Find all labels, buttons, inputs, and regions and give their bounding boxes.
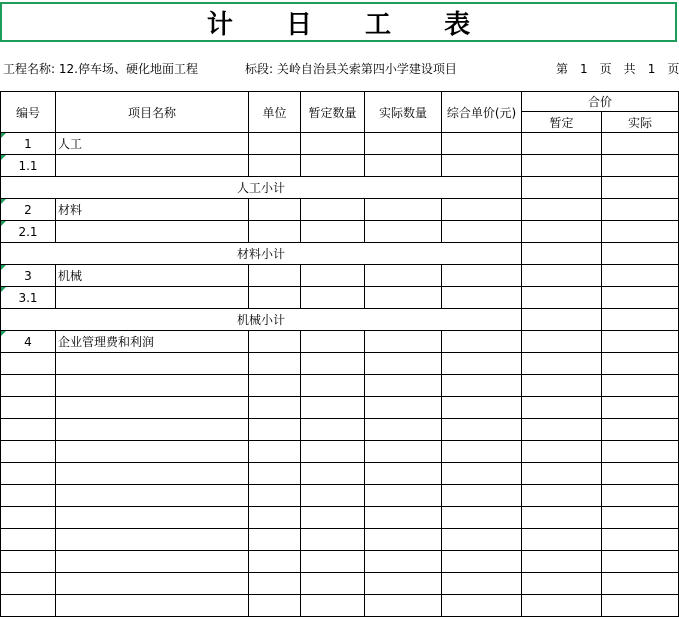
- cell-no: [1, 397, 56, 419]
- cell-unit-price: [442, 507, 522, 529]
- cell-unit: [249, 485, 301, 507]
- cell-unit: [249, 221, 301, 243]
- cell-unit-price: [442, 133, 522, 155]
- cell-total-actual: [602, 485, 679, 507]
- cell-unit: [249, 199, 301, 221]
- cell-no: 1.1: [1, 155, 56, 177]
- cell-unit: [249, 573, 301, 595]
- cell-unit-price: [442, 441, 522, 463]
- cell-actual-qty: [365, 441, 442, 463]
- cell-unit: [249, 155, 301, 177]
- cell-total-actual: [602, 243, 679, 265]
- table-row: [1, 551, 679, 573]
- cell-actual-qty: [365, 155, 442, 177]
- cell-name: [56, 221, 249, 243]
- table-row: [1, 133, 679, 155]
- cell-unit-price: [442, 529, 522, 551]
- cell-no: [1, 375, 56, 397]
- cell-provisional-qty: [301, 507, 365, 529]
- cell-unit-price: [442, 155, 522, 177]
- cell-total-provisional: [522, 529, 602, 551]
- col-header-total: 合价: [522, 92, 679, 112]
- cell-no: 1: [1, 133, 56, 155]
- cell-name: [56, 463, 249, 485]
- cell-no: [1, 463, 56, 485]
- cell-unit-price: [442, 265, 522, 287]
- subtotal-row: [1, 177, 679, 199]
- cell-total-actual: [602, 529, 679, 551]
- cell-actual-qty: [365, 529, 442, 551]
- cell-total-actual: [602, 551, 679, 573]
- cell-no: [1, 573, 56, 595]
- cell-total-provisional: [522, 441, 602, 463]
- cell-total-actual: [602, 331, 679, 353]
- cell-actual-qty: [365, 265, 442, 287]
- cell-name: [56, 375, 249, 397]
- cell-actual-qty: [365, 463, 442, 485]
- cell-unit: [249, 397, 301, 419]
- cell-unit: [249, 441, 301, 463]
- cell-unit-price: [442, 375, 522, 397]
- cell-total-provisional: [522, 353, 602, 375]
- cell-unit: [249, 595, 301, 617]
- cell-no: 4: [1, 331, 56, 353]
- cell-unit: [249, 507, 301, 529]
- cell-total-provisional: [522, 573, 602, 595]
- cell-unit-price: [442, 199, 522, 221]
- cell-unit: [249, 265, 301, 287]
- cell-provisional-qty: [301, 287, 365, 309]
- subtotal-label: 材料小计: [1, 243, 522, 265]
- cell-actual-qty: [365, 573, 442, 595]
- section-name: 标段: 关岭自治县关索第四小学建设项目: [245, 62, 457, 76]
- cell-total-provisional: [522, 419, 602, 441]
- cell-no: 3: [1, 265, 56, 287]
- page-ye: 页: [599, 62, 612, 76]
- cell-total-actual: [602, 353, 679, 375]
- page-title: 计 日 工 表: [206, 9, 493, 40]
- cell-unit-price: [442, 353, 522, 375]
- cell-unit: [249, 375, 301, 397]
- cell-provisional-qty: [301, 353, 365, 375]
- cell-name: [56, 573, 249, 595]
- cell-unit-price: [442, 573, 522, 595]
- cell-no: [1, 595, 56, 617]
- table-row: [1, 397, 679, 419]
- cell-total-actual: [602, 397, 679, 419]
- table-row: [1, 441, 679, 463]
- cell-actual-qty: [365, 507, 442, 529]
- cell-unit: [249, 287, 301, 309]
- cell-total-provisional: [522, 463, 602, 485]
- cell-total-provisional: [522, 595, 602, 617]
- cell-provisional-qty: [301, 221, 365, 243]
- cell-name: [56, 441, 249, 463]
- col-header-total-actual: 实际: [602, 112, 679, 133]
- cell-provisional-qty: [301, 397, 365, 419]
- cell-name: 机械: [56, 265, 249, 287]
- cell-total-provisional: [522, 397, 602, 419]
- cell-no: 2: [1, 199, 56, 221]
- cell-total-provisional: [522, 199, 602, 221]
- cell-total-actual: [602, 221, 679, 243]
- cell-unit-price: [442, 287, 522, 309]
- cell-total-provisional: [522, 331, 602, 353]
- cell-actual-qty: [365, 595, 442, 617]
- subtotal-label: 机械小计: [1, 309, 522, 331]
- cell-no: [1, 441, 56, 463]
- cell-actual-qty: [365, 397, 442, 419]
- table-row: [1, 529, 679, 551]
- cell-unit-price: [442, 397, 522, 419]
- page-ye-2: 页: [667, 62, 679, 76]
- col-header-name: 项目名称: [56, 92, 249, 133]
- col-header-actual-qty: 实际数量: [365, 92, 442, 133]
- cell-actual-qty: [365, 353, 442, 375]
- cell-provisional-qty: [301, 595, 365, 617]
- cell-provisional-qty: [301, 551, 365, 573]
- cell-actual-qty: [365, 375, 442, 397]
- cell-total-actual: [602, 441, 679, 463]
- cell-total-actual: [602, 287, 679, 309]
- table-row: [1, 375, 679, 397]
- table-row: [1, 595, 679, 617]
- cell-name: [56, 353, 249, 375]
- cell-actual-qty: [365, 485, 442, 507]
- table-row: [1, 199, 679, 221]
- cell-unit-price: [442, 331, 522, 353]
- table-row: [1, 463, 679, 485]
- cell-provisional-qty: [301, 573, 365, 595]
- cell-name: 人工: [56, 133, 249, 155]
- cell-name: [56, 485, 249, 507]
- table-row: [1, 331, 679, 353]
- table-row: [1, 265, 679, 287]
- subtotal-row: [1, 309, 679, 331]
- cell-unit: [249, 419, 301, 441]
- cell-provisional-qty: [301, 265, 365, 287]
- cell-total-provisional: [522, 221, 602, 243]
- cell-provisional-qty: [301, 529, 365, 551]
- cell-total-provisional: [522, 265, 602, 287]
- cell-provisional-qty: [301, 375, 365, 397]
- cell-unit: [249, 529, 301, 551]
- cell-no: 2.1: [1, 221, 56, 243]
- cell-unit-price: [442, 419, 522, 441]
- cell-name: [56, 419, 249, 441]
- page-number: 1: [580, 62, 588, 76]
- cell-provisional-qty: [301, 463, 365, 485]
- cell-total-provisional: [522, 551, 602, 573]
- table-row: [1, 485, 679, 507]
- cell-provisional-qty: [301, 133, 365, 155]
- cell-unit: [249, 353, 301, 375]
- cell-provisional-qty: [301, 331, 365, 353]
- cell-provisional-qty: [301, 441, 365, 463]
- cell-unit-price: [442, 551, 522, 573]
- cell-total-provisional: [522, 309, 602, 331]
- table-row: [1, 507, 679, 529]
- cell-total-provisional: [522, 375, 602, 397]
- cell-total-actual: [602, 155, 679, 177]
- cell-name: [56, 287, 249, 309]
- cell-provisional-qty: [301, 485, 365, 507]
- cell-name: [56, 595, 249, 617]
- table-row: [1, 353, 679, 375]
- cell-unit-price: [442, 463, 522, 485]
- cell-provisional-qty: [301, 155, 365, 177]
- cell-unit: [249, 331, 301, 353]
- header-row-1: [1, 92, 679, 112]
- subtotal-label: 人工小计: [1, 177, 522, 199]
- col-header-provisional-qty: 暂定数量: [301, 92, 365, 133]
- cell-total-provisional: [522, 133, 602, 155]
- cell-actual-qty: [365, 551, 442, 573]
- cell-no: [1, 485, 56, 507]
- cell-name: [56, 155, 249, 177]
- cell-provisional-qty: [301, 199, 365, 221]
- cell-actual-qty: [365, 419, 442, 441]
- cell-name: [56, 507, 249, 529]
- table-row: [1, 155, 679, 177]
- cell-no: [1, 353, 56, 375]
- subtotal-row: [1, 243, 679, 265]
- cell-actual-qty: [365, 287, 442, 309]
- table-row: [1, 221, 679, 243]
- cell-total-actual: [602, 309, 679, 331]
- info-row: [0, 58, 679, 78]
- page-info: [556, 60, 679, 77]
- cell-unit-price: [442, 595, 522, 617]
- cell-total-provisional: [522, 155, 602, 177]
- project-name: 工程名称: 12.停车场、硬化地面工程: [3, 62, 198, 76]
- table-row: [1, 419, 679, 441]
- cell-total-provisional: [522, 485, 602, 507]
- table-row: [1, 287, 679, 309]
- cell-actual-qty: [365, 199, 442, 221]
- cell-unit: [249, 133, 301, 155]
- cell-no: [1, 507, 56, 529]
- cell-total-actual: [602, 595, 679, 617]
- cell-name: 材料: [56, 199, 249, 221]
- cell-total-provisional: [522, 177, 602, 199]
- col-header-unit: 单位: [249, 92, 301, 133]
- cell-no: [1, 529, 56, 551]
- cell-name: [56, 397, 249, 419]
- cell-unit-price: [442, 485, 522, 507]
- cell-total-actual: [602, 375, 679, 397]
- cell-total-actual: [602, 573, 679, 595]
- title-box: [0, 2, 677, 42]
- cell-total-actual: [602, 199, 679, 221]
- cell-provisional-qty: [301, 419, 365, 441]
- page-di: 第: [556, 62, 569, 76]
- daywork-table: [0, 91, 679, 617]
- cell-total-actual: [602, 177, 679, 199]
- cell-unit-price: [442, 221, 522, 243]
- cell-actual-qty: [365, 133, 442, 155]
- cell-total-actual: [602, 133, 679, 155]
- cell-unit: [249, 463, 301, 485]
- cell-name: [56, 529, 249, 551]
- col-header-unit-price: 综合单价(元): [442, 92, 522, 133]
- page-total: 1: [647, 62, 656, 76]
- cell-no: [1, 551, 56, 573]
- cell-total-actual: [602, 463, 679, 485]
- col-header-total-provisional: 暂定: [522, 112, 602, 133]
- cell-no: [1, 419, 56, 441]
- cell-actual-qty: [365, 331, 442, 353]
- cell-total-provisional: [522, 243, 602, 265]
- cell-total-provisional: [522, 507, 602, 529]
- cell-unit: [249, 551, 301, 573]
- cell-total-provisional: [522, 287, 602, 309]
- table-row: [1, 573, 679, 595]
- cell-name: [56, 551, 249, 573]
- cell-name: 企业管理费和利润: [56, 331, 249, 353]
- cell-total-actual: [602, 265, 679, 287]
- col-header-no: 编号: [1, 92, 56, 133]
- cell-no: 3.1: [1, 287, 56, 309]
- cell-actual-qty: [365, 221, 442, 243]
- page-gong: 共: [623, 62, 636, 76]
- cell-total-actual: [602, 507, 679, 529]
- cell-total-actual: [602, 419, 679, 441]
